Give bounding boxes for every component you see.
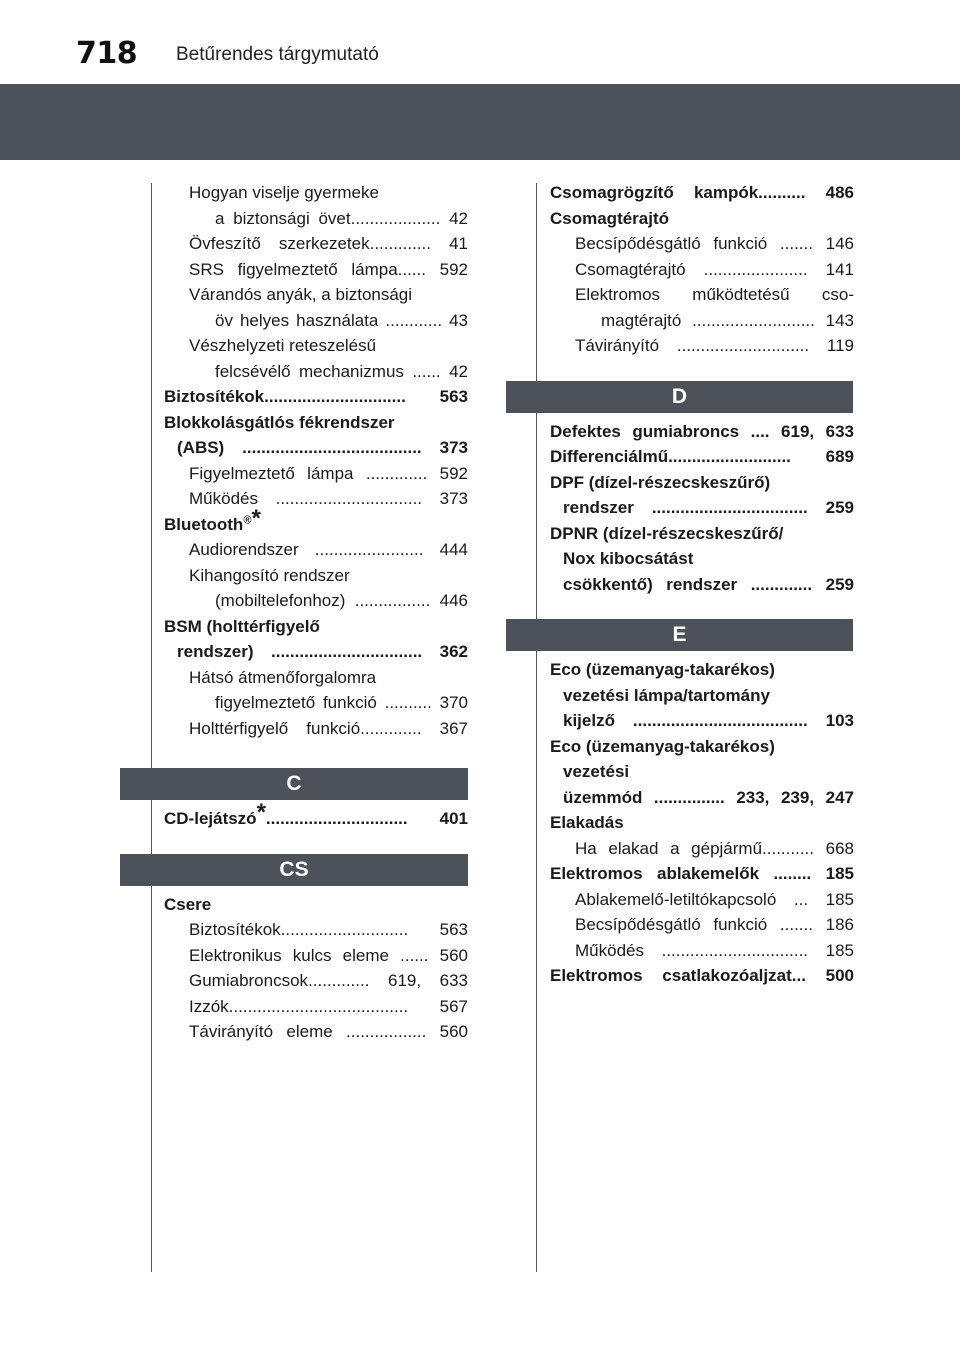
index-entry: CD-lejátszó*.............................. 401	[164, 799, 468, 828]
index-subentry-continued: (mobiltelefonhoz) ................ 446	[215, 591, 468, 610]
index-subentry: Működés ............................... 373	[189, 489, 468, 508]
header-band	[0, 84, 960, 160]
column-rule-right	[536, 183, 537, 1272]
index-column-right	[550, 180, 854, 989]
index-subentry: Audiorendszer ....................... 444	[189, 540, 468, 559]
index-subentry-continued: öv helyes használata ............ 43	[215, 310, 468, 330]
index-subentry: Elektronikus kulcs eleme ...... 560	[189, 945, 468, 965]
footnote-asterisk: *	[256, 799, 266, 826]
index-entry-continued: rendszer ................................. 259	[563, 498, 854, 517]
index-entry-continued: vezetési	[563, 762, 630, 781]
index-entry: Elektromos csatlakozóaljzat... 500	[550, 966, 854, 985]
index-subentry: Becsípődésgátló funkció ....... 146	[575, 234, 854, 253]
index-subentry-continued: figyelmeztető funkció .......... 370	[215, 693, 468, 712]
index-subentry: Gumiabroncsok............. 619, 633	[189, 971, 468, 990]
index-entry: Csomagtérajtó	[550, 208, 670, 228]
index-subentry: Csomagtérajtó ...................... 141	[575, 259, 854, 279]
index-entry-continued: üzemmód ............... 233, 239, 247	[563, 787, 854, 807]
index-entry: Elakadás	[550, 813, 624, 832]
section-title: Betűrendes tárgymutató	[176, 44, 379, 65]
index-subentry: SRS figyelmeztető lámpa...... 592	[189, 259, 468, 279]
index-entry: DPNR (dízel-részecskeszűrő/	[550, 523, 784, 543]
index-subentry-continued: a biztonsági övet................... 42	[215, 208, 468, 228]
index-subentry-continued: felcsévélő mechanizmus ...... 42	[215, 361, 468, 381]
index-subentry: Hogyan viselje gyermeke	[189, 183, 379, 202]
index-subentry: Kihangosító rendszer	[189, 565, 350, 585]
index-subentry: Biztosítékok........................... 563	[189, 920, 468, 939]
page-number: 718	[76, 36, 138, 71]
index-entry: BSM (holttérfigyelő	[164, 616, 320, 636]
index-entry: Csere	[164, 894, 212, 914]
index-column-left	[164, 180, 468, 1045]
index-entry-continued: Nox kibocsátást	[563, 549, 694, 568]
index-entry: Eco (üzemanyag-takarékos)	[550, 660, 775, 679]
index-entry-continued: (ABS) ...................................... 373	[177, 438, 468, 457]
index-entry: Eco (üzemanyag-takarékos)	[550, 736, 775, 756]
index-subentry: Várandós anyák, a biztonsági	[189, 285, 413, 304]
index-subentry: Elektromos működtetésű cso-	[575, 285, 854, 304]
page-header	[0, 0, 960, 84]
index-subentry: Izzók...................................... 567	[189, 996, 468, 1016]
index-entry-continued: csökkentő) rendszer ............. 259	[563, 574, 854, 594]
index-subentry: Távirányító eleme ................. 560	[189, 1022, 468, 1041]
index-subentry: Holttérfigyelő funkció............. 367	[189, 718, 468, 738]
index-subentry: Figyelmeztető lámpa ............. 592	[189, 463, 468, 483]
index-entry: Differenciálmű.......................... 689	[550, 447, 854, 466]
letter-heading-e: E	[506, 619, 853, 651]
letter-heading-d: D	[506, 381, 853, 413]
index-subentry: Vészhelyzeti reteszelésű	[189, 336, 377, 355]
index-entry-continued: rendszer) ................................ 362	[177, 642, 468, 661]
index-entry: DPF (dízel-részecskeszűrő)	[550, 472, 771, 492]
letter-heading-cs: CS	[120, 854, 468, 886]
index-subentry-continued: magtérajtó .......................... 143	[601, 310, 854, 330]
index-subentry: Távirányító ............................ 119	[575, 336, 854, 355]
column-rule-left	[151, 183, 152, 1272]
index-subentry: Hátsó átmenőforgalomra	[189, 667, 377, 687]
index-entry: Defektes gumiabroncs .... 619, 633	[550, 421, 854, 441]
index-entry-continued: vezetési lámpa/tartomány	[563, 685, 770, 705]
index-entry: Elektromos ablakemelők ........ 185	[550, 864, 854, 883]
index-subentry: Működés ............................... 185	[575, 940, 854, 960]
index-subentry: Övfeszítő szerkezetek............. 41	[189, 234, 468, 253]
index-entry: Bluetooth®*	[164, 504, 261, 534]
letter-heading-c: C	[120, 768, 468, 800]
index-entry-continued: kijelző ..................................... 103	[563, 711, 854, 730]
index-entry: Blokkolásgátlós fékrendszer	[164, 412, 395, 432]
index-subentry: Ha elakad a gépjármű........... 668	[575, 838, 854, 858]
index-entry: Csomagrögzítő kampók.......... 486	[550, 183, 854, 202]
index-entry: Biztosítékok.............................. 563	[164, 387, 468, 406]
footnote-asterisk: *	[251, 504, 261, 532]
index-subentry: Ablakemelő-letiltókapcsoló ... 185	[575, 889, 854, 909]
index-subentry: Becsípődésgátló funkció ....... 186	[575, 915, 854, 934]
